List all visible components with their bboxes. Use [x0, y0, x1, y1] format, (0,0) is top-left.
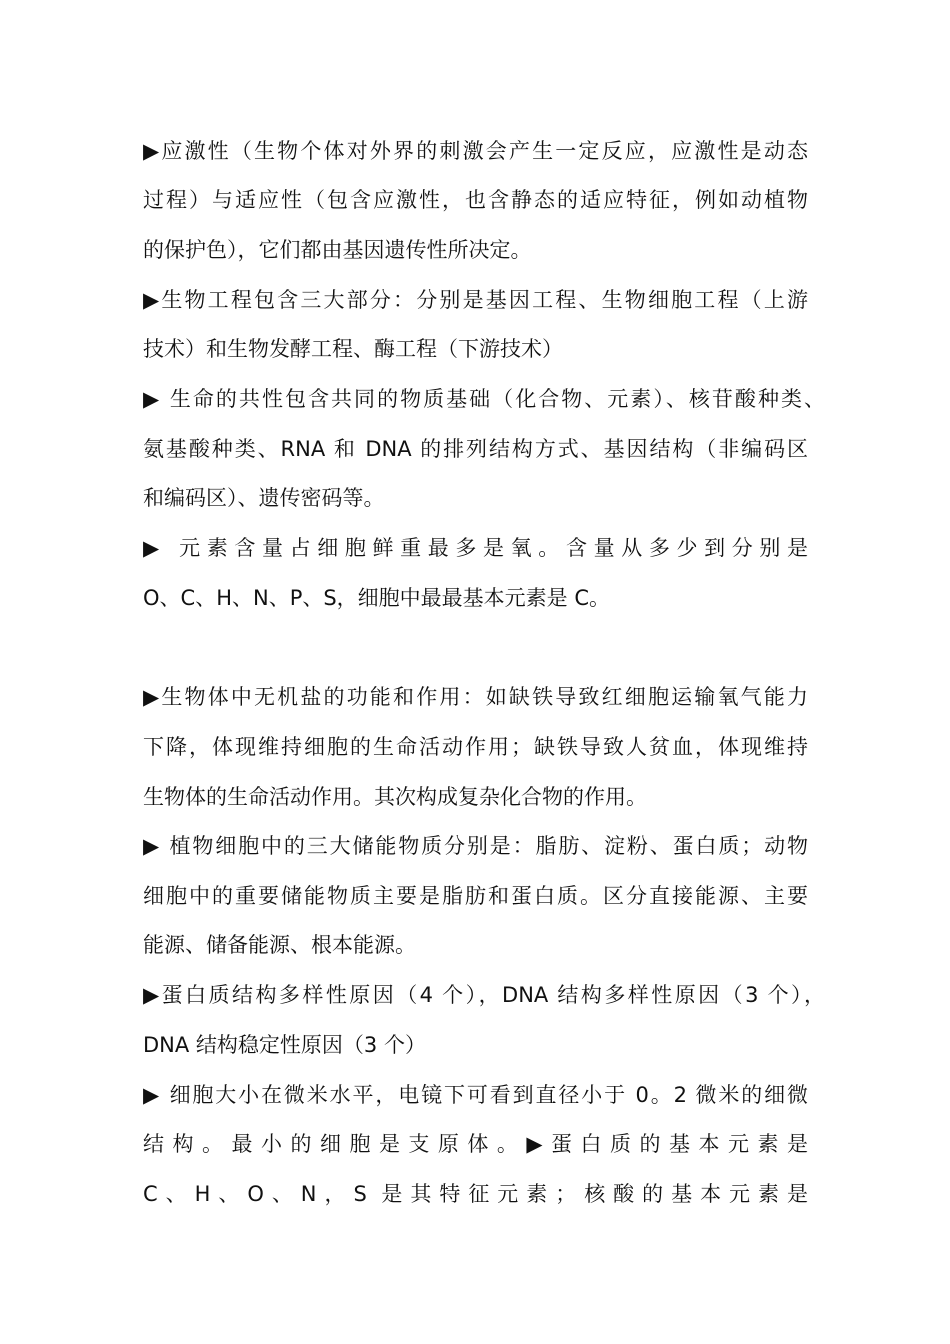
- text-line: 结构。最小的细胞是支原体。▶蛋白质的基本元素是: [143, 1132, 808, 1156]
- text-line: 生物体的生命活动作用。其次构成复杂化合物的作用。: [143, 785, 647, 809]
- text-line: O、C、H、N、P、S，细胞中最最基本元素是 C。: [143, 586, 611, 610]
- text-line: ▶生物工程包含三大部分：分别是基因工程、生物细胞工程（上游: [143, 288, 808, 312]
- text-line: 细胞中的重要储能物质主要是脂肪和蛋白质。区分直接能源、主要: [143, 884, 808, 908]
- text-line: ▶ 元素含量占细胞鲜重最多是氧。含量从多少到分别是: [143, 536, 808, 560]
- text-line: C、H、O、N，S 是其特征元素；核酸的基本元素是: [143, 1182, 808, 1206]
- text-line: ▶ 生命的共性包含共同的物质基础（化合物、元素）、核苷酸种类、: [143, 387, 825, 411]
- text-line: 氨基酸种类、RNA 和 DNA 的排列结构方式、基因结构（非编码区: [143, 437, 808, 461]
- text-line: 过程）与适应性（包含应激性，也含静态的适应特征，例如动植物: [143, 188, 808, 212]
- text-line: ▶蛋白质结构多样性原因（4 个），DNA 结构多样性原因（3 个），: [143, 983, 825, 1007]
- text-line: ▶生物体中无机盐的功能和作用：如缺铁导致红细胞运输氧气能力: [143, 685, 808, 709]
- text-line: 技术）和生物发酵工程、酶工程（下游技术）: [143, 337, 563, 361]
- text-line: DNA 结构稳定性原因（3 个）: [143, 1033, 426, 1057]
- text-line: 能源、储备能源、根本能源。: [143, 933, 416, 957]
- text-line: 和编码区）、遗传密码等。: [143, 486, 385, 510]
- text-line: 下降，体现维持细胞的生命活动作用；缺铁导致人贫血，体现维持: [143, 735, 808, 759]
- text-line: 的保护色），它们都由基因遗传性所决定。: [143, 238, 532, 262]
- text-line: ▶应激性（生物个体对外界的刺激会产生一定反应，应激性是动态: [143, 139, 808, 163]
- text-line: ▶ 细胞大小在微米水平，电镜下可看到直径小于 0。2 微米的细微: [143, 1083, 808, 1107]
- text-line: ▶ 植物细胞中的三大储能物质分别是：脂肪、淀粉、蛋白质；动物: [143, 834, 808, 858]
